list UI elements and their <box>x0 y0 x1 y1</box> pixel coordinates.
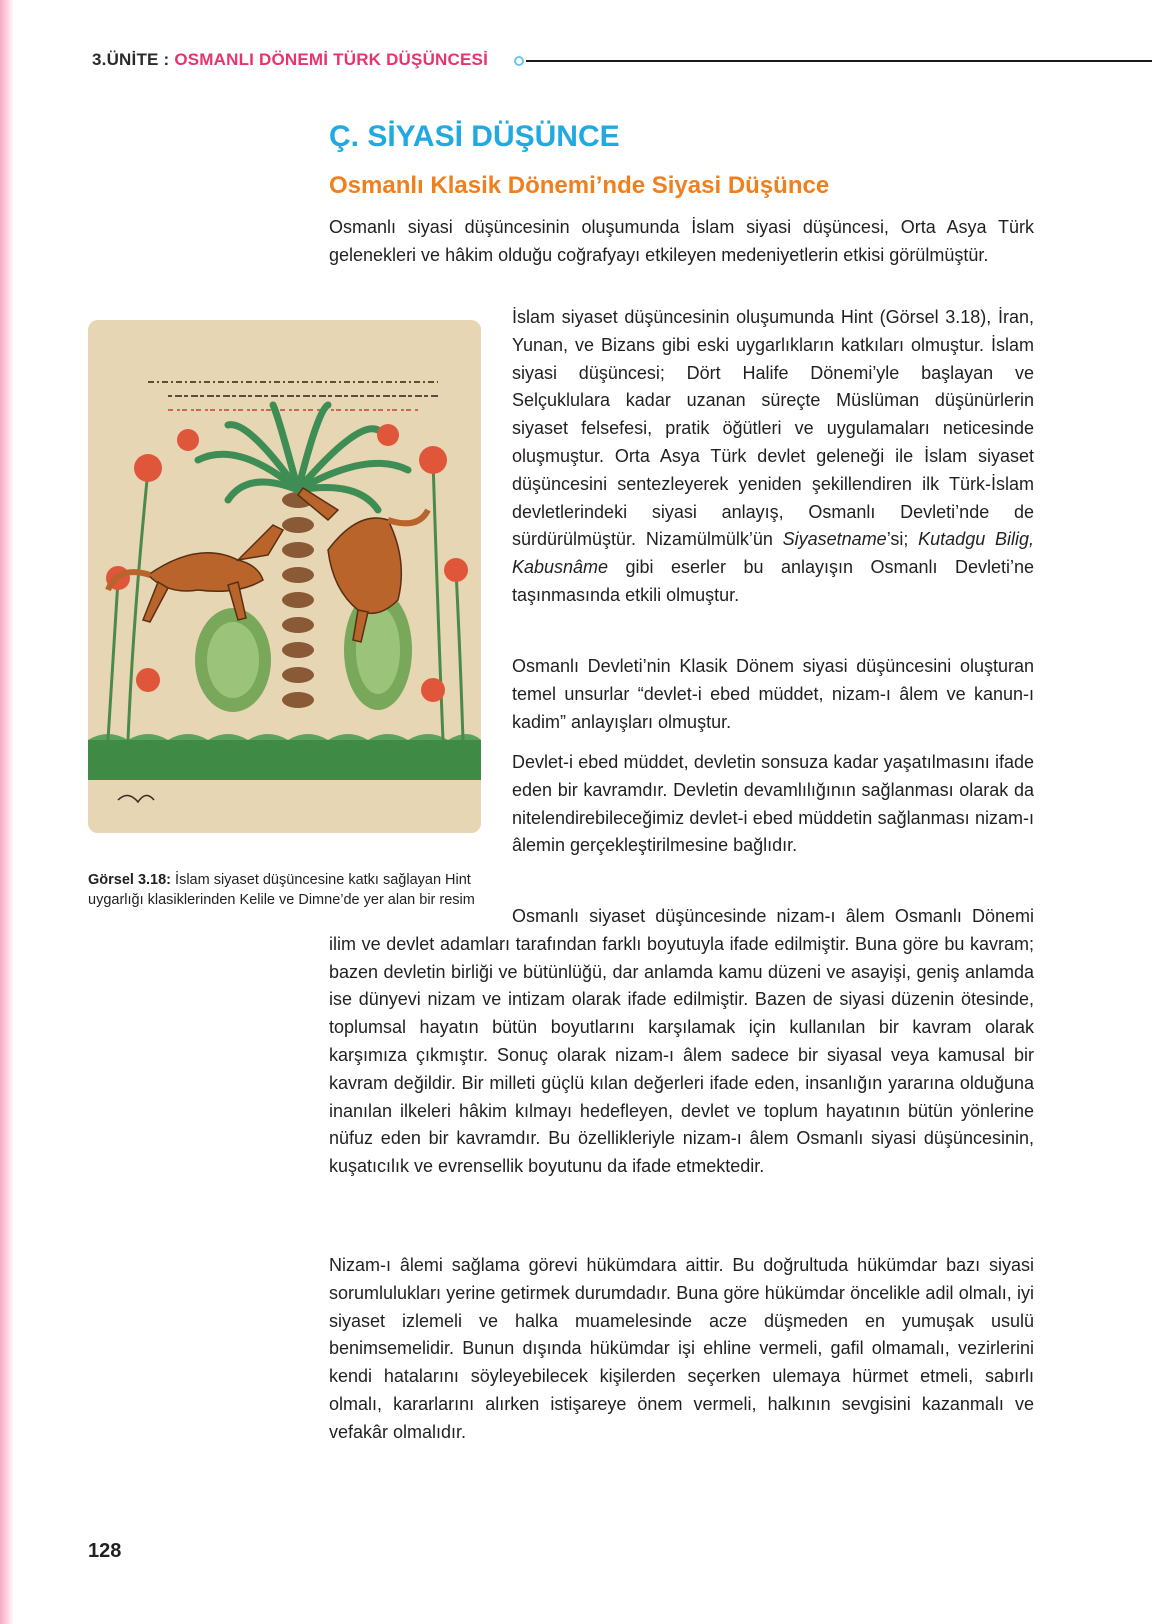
header-rule <box>526 60 1152 62</box>
unit-label <box>92 50 488 70</box>
paragraph-hukumdar: Nizam-ı âlemi sağlama görevi hükümdara aittir. Bu doğrultuda hükümdar bazı siyasi sorumlulukları yerine getirmek durumdadır. Buna göre hükümdar öncelikle adil olmalı, iyi siyaset izlemeli ve halka muamelesinde acze düşmeden en yumuşak usulü benimsemelidir. Bunun dışında hükümdar işi ehline vermeli, gafil olmamalı, vezirlerini kendi hatalarını söyleyebilecek kişilerden seçerken ulemaya hürmet etmeli, sabırlı olmalı, kararlarını alırken istişareye önem vermeli, halkının sevgisini kazanmalı ve vefakâr olmalıdır. <box>329 1255 1034 1442</box>
paragraph-temel-unsurlar: Osmanlı Devleti’nin Klasik Dönem siyasi düşüncesini oluşturan temel unsurlar “devlet-i ebed müddet, nizam-ı âlem ve kanun-ı kadim” anlayışları olmuştur. <box>512 656 1034 732</box>
figure-kelile-dimne-painting <box>88 320 481 833</box>
paragraph-text: İslam siyaset düşüncesinin oluşumunda Hint (Görsel 3.18), İran, Yunan, ve Bizans gibi eski uygarlıkların katkıları olmuştur. İslam siyasi düşüncesi; Dört Halife Dönemi’yle başlayan ve Selçuklulara kadar uzanan süreçte Müslüman düşünürlerin siyaset felsefesi, pratik öğütleri ve uygulamaları neticesinde oluşmuştur. Orta Asya Türk devlet geleneği ile İslam siyaset düşüncesini sentezleyerek yeniden şekillendiren ilk Türk-İslam devletlerindeki siyasi anlayış, Osmanlı Devleti’nde de sürdürülmüştür. Nizamülmülk’ün <box>512 307 1034 550</box>
caption-text: İslam siyaset düşüncesine katkı sağlayan Hint uygarlığı klasiklerinden Kelile ve Dimne’de yer alan bir resim <box>88 872 475 908</box>
paragraph-devlet-i-ebed: Devlet-i ebed müddet, devletin sonsuza kadar yaşatılmasını ifade eden bir kavramdır. Devletin devamlılığının sağlanması olarak da nitelendirebileceğimiz devlet-i ebed müddetin sağlanması nizam-ı âlemin gerçekleştirilmesine bağlıdır. <box>512 752 1034 856</box>
paragraph-nizam-i-alem: Osmanlı siyaset düşüncesinde nizam-ı âlem Osmanlı Dönemi ilim ve devlet adamları tarafından farklı boyutuyla ifade edilmiştir. Buna göre bu kavram; bazen devletin birliği ve bütünlüğü, dar anlamda kamu düzeni ve asayişi, geniş anlamda ise dünyevi nizam ve intizam olarak ifade edilmiştir. Bazen de siyasi düzenin ötesinde, toplumsal hayatın bütün boyutlarını karşılamak için kullanılan bir kavram olarak karşımıza çıkmıştır. Sonuç olarak nizam-ı âlem sadece bir siyasal veya kamusal bir kavram değildir. Bir milleti güçlü kılan değerleri ifade eden, insanlığın yararına olduğuna inanılan ilkeleri hâkim kılmayı hedefleyen, devlet ve toplum hayatının bütün yönlerine nüfuz eden bir kavramdır. Bu özellikleriyle nizam-ı âlem Osmanlı siyasi düşüncesinin, kuşatıcılık ve evrensellik boyutunu da ifade etmektedir. <box>329 906 1034 1177</box>
unit-number: 3.ÜNİTE : <box>92 50 170 69</box>
caption-label: Görsel 3.18: <box>88 872 172 888</box>
work-title-siyasetname: Siyasetname <box>782 529 887 550</box>
subsection-title: Osmanlı Klasik Dönemi’nde Siyasi Düşünce <box>329 172 830 199</box>
header-circle-ornament <box>514 56 524 66</box>
page-edge-bar <box>0 0 14 1624</box>
paragraph-intro: Osmanlı siyasi düşüncesinin oluşumunda İslam siyasi düşüncesi, Orta Asya Türk gelenekleri ve hâkim olduğu coğrafyayı etkileyen medeniyetlerin etkisi görülmüştür. <box>329 217 1034 265</box>
painting-illustration <box>88 320 481 833</box>
section-title: Ç. SİYASİ DÜŞÜNCE <box>329 120 620 153</box>
paragraph-text: ’si; <box>886 529 919 550</box>
unit-header <box>92 50 1152 76</box>
work-titles-kutadgu-kabusname: Kutadgu Bilig, Kabusnâme <box>512 529 1035 578</box>
paragraph-hint-iran <box>512 304 1034 610</box>
unit-title: OSMANLI DÖNEMİ TÜRK DÜŞÜNCESİ <box>174 50 489 69</box>
paragraph-text: gibi eserler bu anlayışın Osmanlı Devleti’ne taşınmasında etkili olmuştur. <box>512 557 1034 605</box>
page-number: 128 <box>88 1540 122 1562</box>
figure-caption <box>88 870 483 910</box>
